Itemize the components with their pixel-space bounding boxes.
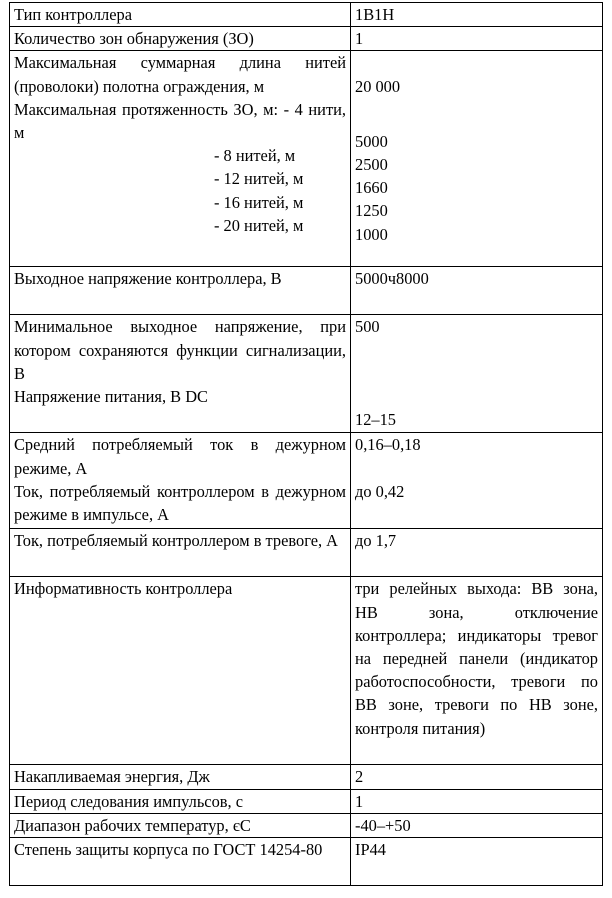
param-label: Количество зон обнаружения (ЗО) [14, 29, 254, 49]
param-sublabel: - 20 нитей, м [214, 215, 304, 235]
param-cell [10, 433, 351, 529]
value-cell [351, 27, 603, 51]
param-cell [10, 838, 351, 886]
param-cell [10, 51, 351, 267]
param-cell [10, 577, 351, 765]
param-value: IP44 [355, 840, 386, 860]
param-value: 20 000 [355, 76, 401, 96]
value-cell [351, 433, 603, 529]
table-row [10, 838, 603, 886]
param-label: Максимальная суммарная длина нитей (проволоки) полотна ограждения, м [14, 53, 346, 96]
param-value: -40–+50 [355, 815, 411, 835]
param-value: до 1,7 [355, 531, 397, 551]
param-cell [10, 315, 351, 433]
param-label: Выходное напряжение контроллера, В [14, 269, 282, 289]
param-cell [10, 529, 351, 577]
param-cell [10, 765, 351, 789]
param-value: 5000 [355, 131, 388, 151]
table-row [10, 765, 603, 789]
table-row [10, 51, 603, 267]
param-value: до 0,42 [355, 481, 405, 501]
param-label: Ток, потребляемый контроллером в дежурном режиме в импульсе, А [14, 481, 346, 525]
value-cell [351, 529, 603, 577]
table-row [10, 433, 603, 529]
param-value: 1 [355, 791, 364, 811]
table-row [10, 27, 603, 51]
param-sublabel: - 8 нитей, м [214, 146, 296, 166]
value-cell [351, 765, 603, 789]
value-cell [351, 789, 603, 813]
table-row [10, 267, 603, 315]
param-value: 12–15 [355, 410, 396, 430]
param-label: Тип контроллера [14, 5, 132, 24]
param-value: три релейных выхода: ВВ зона, НВ зона, отключение контроллера; индикаторы тревог на передней панели (индикатор работоспособности, тревоги по ВВ зоне, тревоги по НВ зоне, контроля питания) [355, 579, 598, 738]
table-row [10, 529, 603, 577]
param-label: Степень защиты корпуса по ГОСТ 14254-80 [14, 840, 323, 860]
param-sublabel: - 16 нитей, м [214, 192, 304, 212]
param-value: 1 [355, 29, 364, 49]
param-label: Средний потребляемый ток в дежурном режиме, А [14, 435, 346, 478]
value-cell [351, 3, 603, 27]
param-label: Ток, потребляемый контроллером в тревоге, А [14, 531, 339, 551]
value-cell [351, 51, 603, 267]
value-cell [351, 267, 603, 315]
param-value: 0,16–0,18 [355, 435, 421, 455]
value-cell [351, 813, 603, 837]
table-row [10, 813, 603, 837]
param-label: Информативность контроллера [14, 579, 233, 599]
param-cell [10, 3, 351, 27]
param-value: 2500 [355, 155, 388, 174]
value-cell [351, 577, 603, 765]
table-row [10, 3, 603, 27]
param-value: 1250 [355, 201, 388, 221]
table-row [10, 789, 603, 813]
param-label: Минимальное выходное напряжение, при котором сохраняются функции сигнализации, В [14, 317, 346, 383]
spec-table [9, 2, 603, 886]
param-value: 1000 [355, 224, 388, 244]
param-sublabel: - 12 нитей, м [214, 169, 304, 189]
param-label: Напряжение питания, В DC [14, 387, 208, 407]
value-cell [351, 315, 603, 433]
param-cell [10, 813, 351, 837]
param-label: Диапазон рабочих температур, єС [14, 815, 251, 835]
table-row [10, 315, 603, 433]
table-row [10, 577, 603, 765]
param-cell [10, 789, 351, 813]
param-value: 2 [355, 767, 364, 787]
param-label: Период следования импульсов, с [14, 791, 243, 811]
param-value: 1660 [355, 178, 388, 198]
param-value: 5000ч8000 [355, 269, 429, 289]
param-cell [10, 267, 351, 315]
param-cell [10, 27, 351, 51]
param-label: Накапливаемая энергия, Дж [14, 767, 210, 787]
param-value: 1В1Н [355, 5, 395, 24]
value-cell [351, 838, 603, 886]
param-label: Максимальная протяженность ЗО, м: - 4 нити, м [14, 99, 346, 143]
param-value: 500 [355, 317, 380, 337]
